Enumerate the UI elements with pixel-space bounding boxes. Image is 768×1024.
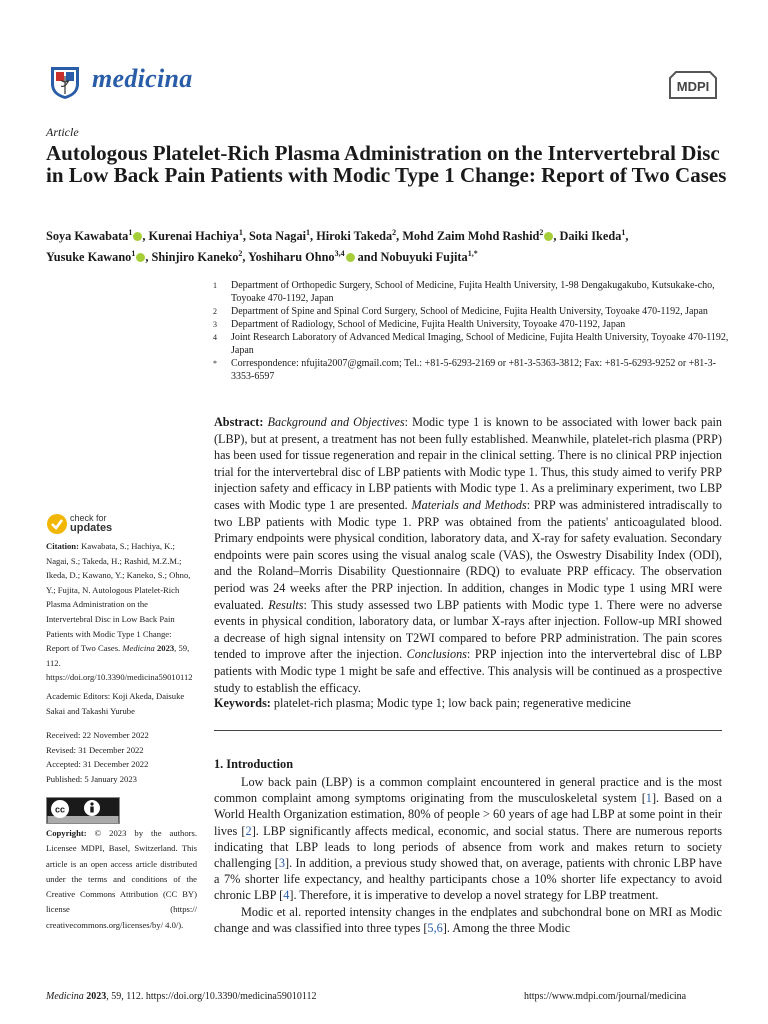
affiliation-item: [213, 357, 733, 383]
date-accepted: Accepted: 31 December 2022: [46, 759, 149, 770]
date-revised: Revised: 31 December 2022: [46, 744, 144, 755]
cc-by-license-icon[interactable]: [46, 797, 120, 824]
abstract-subheading: Results: [268, 597, 304, 612]
body-text: ]. In addition, a previous study showed that, on average, patients with chronic LBP have a 7% shorter life expectancy, and healthy participants chose a 10% shorter life expectancy to avoid chronic LBP [: [214, 856, 722, 903]
author-line-1: Soya Kawabata$^1$ , Kurenai Hachiya$^1$, Sota Nagai$^1$, Hiroki Takeda$^2$, Mohd Zaim Mohd Rashid$^2$ , Daiki Ikeda$^1$,: [46, 228, 629, 244]
article-type: Article: [46, 125, 79, 139]
body-text: ]. Based on a World Health Organization estimation, 80% of people > 60 years of age had LBP at some point in their lives [: [214, 791, 722, 838]
article-title: Autologous Platelet-Rich Plasma Administration on the Intervertebral Disc in Low Back Pain Patients with Modic Type 1 Change: Report of Two Cases: [46, 141, 727, 187]
body-text: Low back pain (LBP) is a common complaint encountered in general practice and is the most common complaint among symptoms originating from the musculoskeletal system [: [214, 775, 722, 806]
author-name: Nobuyuki Fujita: [380, 250, 468, 265]
author-name: Yoshiharu Ohno: [248, 250, 335, 265]
keywords-text: platelet-rich plasma; Modic type 1; low back pain; regenerative medicine: [273, 696, 631, 710]
citation-label: Citation:: [46, 541, 79, 551]
citation-doi[interactable]: , 59, 112. https://doi.org/10.3390/medicina59010112: [46, 643, 193, 683]
author-affiliation-sup: 1,*: [467, 249, 478, 259]
author-affiliation-sup: 1: [306, 228, 311, 237]
check-for-updates-badge[interactable]: [46, 511, 166, 541]
author-name: Shinjiro Kaneko: [151, 250, 239, 265]
reference-link[interactable]: 3: [278, 856, 285, 871]
footer-doi[interactable]: , 59, 112. https://doi.org/10.3390/medicina59010112: [106, 991, 317, 1002]
affiliation-text: Department of Spine and Spinal Cord Surgery, School of Medicine, Fujita Health University, Toyoake 470-1192, Japan: [231, 306, 708, 317]
footer-citation: [46, 991, 316, 1002]
affiliation-key: 1: [213, 281, 217, 290]
affiliation-key: 3: [213, 320, 217, 329]
orcid-icon[interactable]: [544, 232, 553, 241]
section-heading-introduction: 1. Introduction: [214, 757, 294, 771]
author-affiliation-sup: 2: [539, 228, 544, 237]
affiliation-item: [213, 318, 733, 331]
affiliation-text: Joint Research Laboratory of Advanced Medical Imaging, School of Medicine, Fujita Health University, Toyoake 470-1192, Japan: [231, 332, 729, 356]
keywords-label: Keywords:: [214, 696, 271, 710]
check-updates-text-1: check for: [70, 513, 107, 523]
citation-year: 2023: [156, 643, 175, 654]
section-divider: [214, 730, 722, 731]
reference-link[interactable]: 5,6: [427, 920, 443, 935]
body-text: Modic et al. reported intensity changes in the endplates and subchondral bone on MRI as Modic change and was classified into three types [: [214, 904, 722, 935]
reference-link[interactable]: 4: [283, 888, 290, 903]
author-affiliation-sup: 1: [128, 228, 133, 237]
check-updates-icon: [46, 511, 68, 537]
copyright-text: © 2023 by the authors. Licensee MDPI, Basel, Switzerland. This article is an open access article distributed under the terms and conditions of the Creative Commons Attribution (CC BY) license (https:// creativecommons.org/licenses/by/ 4.0/).: [46, 828, 197, 930]
author-affiliation-sup: 1: [131, 249, 136, 259]
author-affiliation-sup: 1: [621, 228, 626, 237]
intro-paragraph-1: [214, 774, 722, 904]
date-received: Received: 22 November 2022: [46, 730, 149, 740]
author-name: Daiki Ikeda: [559, 229, 622, 244]
affiliation-item: [213, 305, 733, 318]
affiliation-text: Department of Orthopedic Surgery, School of Medicine, Fujita Health University, 1-98 Dengakugakubo, Kutsukake-cho, Toyoake 470-1192, Japan: [231, 280, 715, 304]
author-affiliation-sup: 1: [238, 228, 243, 237]
author-name: Kurenai Hachiya: [148, 229, 239, 244]
affiliation-text: Correspondence: nfujita2007@gmail.com; Tel.: +81-5-6293-2169 or +81-3-5363-3812; Fax: +81-5-6293-9252 or +81-3-3353-6597: [231, 358, 716, 382]
affiliation-item: [213, 331, 733, 357]
author-name: Sota Nagai: [248, 229, 307, 244]
body-text: ]. Among the three Modic: [442, 920, 571, 935]
date-published: Published: 5 January 2023: [46, 773, 137, 784]
author-list: [46, 224, 736, 266]
author-line-2: Yusuke Kawano$^1$ , Shinjiro Kaneko$^2$, Yoshiharu Ohno$^{3,4}$ and Nobuyuki Fujita$^{1,*}$: [46, 249, 478, 265]
author-name: Hiroki Takeda: [316, 229, 393, 244]
affiliation-key: 2: [213, 307, 217, 316]
affiliation-key: *: [213, 359, 217, 368]
orcid-icon[interactable]: [133, 232, 142, 241]
mdpi-logo[interactable]: [666, 68, 720, 104]
author-affiliation-sup: 3,4: [334, 249, 345, 259]
journal-name[interactable]: medicina: [92, 64, 193, 93]
orcid-icon[interactable]: [136, 253, 145, 262]
reference-link[interactable]: 2: [245, 823, 252, 838]
svg-text:cc: cc: [54, 804, 66, 815]
orcid-icon[interactable]: [346, 253, 355, 262]
publication-dates: [46, 728, 196, 786]
keywords: [214, 696, 722, 711]
citation-block: [46, 539, 196, 685]
abstract-subheading: Conclusions: [406, 647, 467, 662]
abstract-subheading: Materials and Methods: [411, 497, 527, 512]
abstract-text: : Modic type 1 is known to be associated with lower back pain (LBP), but at present, a treatment has not been fully established. Meanwhile, platelet-rich plasma (PRP) has been used for tissue regeneration and repair in the clinical setting. There is no clinical PRP injection trial for the intervertebral disc of LBP patients with Modic type 1. Thus, this study aimed to verify PRP injection safety and efficacy in LBP patients with Modic type 1. As a preliminary experiment, two LBP cases with Modic type 1 are presented.: [214, 415, 723, 512]
citation-text: Kawabata, S.; Hachiya, K.; Nagai, S.; Takeda, H.; Rashid, M.Z.M.; Ikeda, D.; Kawano, Y.; Kaneko, S.; Ohno, Y.; Fujita, N. Autologous Platelet-Rich Plasma Administration on the Intervertebral Disc in Low Back Pain Patients with Modic Type 1 Change: Report of Two Cases.: [46, 541, 191, 654]
abstract-text: : This study assessed two LBP patients with Modic type 1. There were no adverse events in physical condition, laboratory data, or lumbar X-rays after injection. Follow-up MRI showed a decrease of high signal intensity on T2WI compared to before PRP administration. The pain scores tended to improve after the injection.: [214, 597, 722, 662]
abstract-text: : PRP injection into the intervertebral disc of LBP patients with Modic type 1 might be safe and effective. This analysis will be continued as a prospective study to establish the efficacy.: [214, 647, 722, 695]
abstract-label: Abstract:: [214, 415, 264, 429]
copyright-label: Copyright:: [46, 828, 87, 838]
footer-journal-url[interactable]: https://www.mdpi.com/journal/medicina: [524, 991, 687, 1002]
copyright-notice: [46, 826, 197, 933]
introduction-body: [214, 774, 722, 936]
journal-logo: [48, 64, 82, 100]
abstract-subheading: Background and Objectives: [267, 415, 405, 429]
footer-journal: Medicina: [46, 991, 84, 1002]
affiliations: [213, 279, 733, 383]
author-name: Mohd Zaim Mohd Rashid: [402, 229, 540, 244]
mdpi-text: MDPI: [676, 79, 710, 94]
academic-editors: Academic Editors: Koji Akeda, Daisuke Sakai and Takashi Yurube: [46, 691, 185, 716]
abstract-text: : PRP was administered intradiscally to two LBP patients with Modic type 1. PRP was obtained from the patients' anticoagulated blood. Primary endpoints were physical condition, laboratory data, and X-ray for safety evaluation. Secondary endpoints were pain scores using the visual analog scale (VAS), the Oswestry Disability Index (ODI), and the Roland–Morris Disability Questionnaire (RDQ) to evaluate PRP efficacy. The observation period was 24 weeks after the PRP injection. In addition, changes in Modic type 1 using MRI were evaluated.: [214, 497, 722, 612]
affiliation-key: 4: [213, 333, 217, 342]
check-updates-text-2: updates: [70, 522, 113, 534]
intro-paragraph-2: [214, 904, 722, 936]
reference-link[interactable]: 1: [645, 791, 652, 806]
author-name: Soya Kawabata: [46, 229, 129, 244]
author-name: Yusuke Kawano: [46, 250, 132, 265]
citation-journal: Medicina: [122, 643, 155, 654]
body-text: ]. Therefore, it is imperative to develop a novel strategy for LBP treatment.: [289, 888, 659, 903]
abstract: [214, 414, 722, 696]
footer-year: 2023: [86, 991, 107, 1002]
affiliation-text: Department of Radiology, School of Medicine, Fujita Health University, Toyoake 470-1192, Japan: [231, 319, 626, 330]
author-affiliation-sup: 2: [238, 249, 243, 259]
body-text: ]. LBP significantly affects medical, economic, and social status. There are numerous reports indicating that LBP leads to long periods of absence from work and makes return to society challenging [: [214, 823, 722, 871]
author-affiliation-sup: 2: [392, 228, 397, 237]
affiliation-item: [213, 279, 733, 305]
